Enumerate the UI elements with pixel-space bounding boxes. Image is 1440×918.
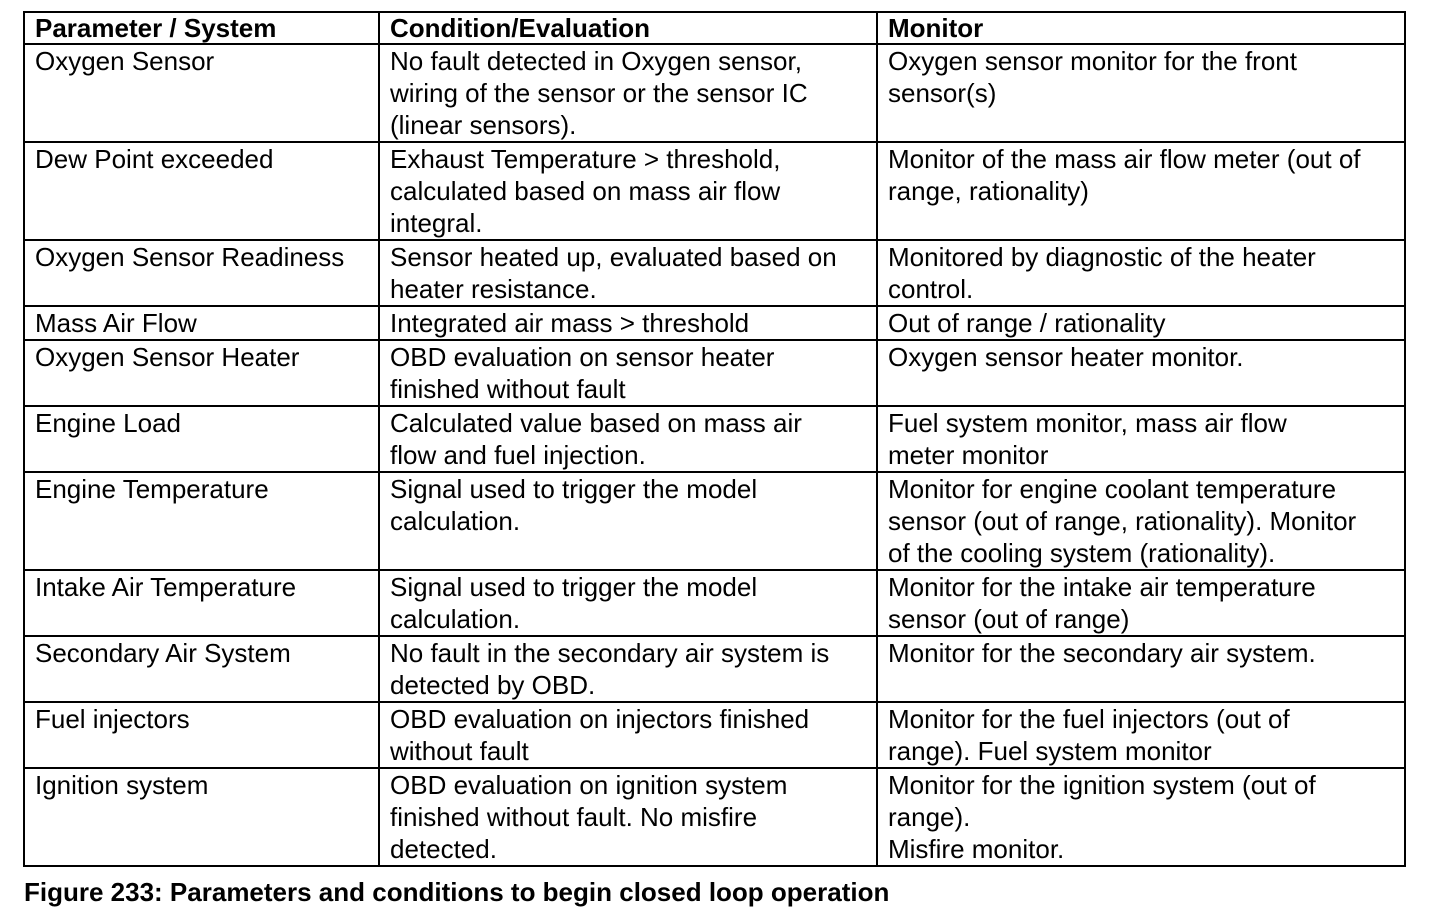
conditions-table — [23, 11, 1406, 867]
cell-parameter: Intake Air Temperature — [24, 570, 379, 636]
table-body — [24, 44, 1405, 866]
cell-parameter: Oxygen Sensor — [24, 44, 379, 142]
header-monitor: Monitor — [877, 12, 1405, 44]
cell-monitor: Monitored by diagnostic of the heater control. — [877, 240, 1405, 306]
cell-monitor: Oxygen sensor monitor for the front sensor(s) — [877, 44, 1405, 142]
cell-monitor: Monitor for engine coolant temperature sensor (out of range, rationality). Monitor of the cooling system (rationality). — [877, 472, 1405, 570]
cell-parameter: Secondary Air System — [24, 636, 379, 702]
header-parameter: Parameter / System — [24, 12, 379, 44]
header-condition: Condition/Evaluation — [379, 12, 877, 44]
cell-monitor: Out of range / rationality — [877, 306, 1405, 340]
cell-condition: OBD evaluation on ignition system finished without fault. No misfire detected. — [379, 768, 877, 866]
cell-monitor: Monitor for the ignition system (out of range). Misfire monitor. — [877, 768, 1405, 866]
cell-monitor: Monitor of the mass air flow meter (out of range, rationality) — [877, 142, 1405, 240]
cell-condition: Signal used to trigger the model calculation. — [379, 570, 877, 636]
cell-condition: OBD evaluation on injectors finished without fault — [379, 702, 877, 768]
figure-caption: Figure 233: Parameters and conditions to begin closed loop operation — [24, 877, 890, 907]
cell-parameter: Ignition system — [24, 768, 379, 866]
cell-parameter: Dew Point exceeded — [24, 142, 379, 240]
table-row — [24, 702, 1405, 768]
table-row — [24, 472, 1405, 570]
table-row — [24, 636, 1405, 702]
table-row — [24, 570, 1405, 636]
cell-parameter: Engine Temperature — [24, 472, 379, 570]
table-row — [24, 406, 1405, 472]
cell-parameter: Mass Air Flow — [24, 306, 379, 340]
cell-parameter: Fuel injectors — [24, 702, 379, 768]
cell-monitor: Monitor for the secondary air system. — [877, 636, 1405, 702]
cell-monitor: Monitor for the fuel injectors (out of range). Fuel system monitor — [877, 702, 1405, 768]
table-row — [24, 240, 1405, 306]
cell-monitor: Monitor for the intake air temperature sensor (out of range) — [877, 570, 1405, 636]
cell-condition: Exhaust Temperature > threshold, calculated based on mass air flow integral. — [379, 142, 877, 240]
cell-condition: No fault in the secondary air system is detected by OBD. — [379, 636, 877, 702]
cell-condition: OBD evaluation on sensor heater finished without fault — [379, 340, 877, 406]
table-row — [24, 768, 1405, 866]
cell-monitor: Fuel system monitor, mass air flow meter monitor — [877, 406, 1405, 472]
table-row — [24, 44, 1405, 142]
cell-condition: Integrated air mass > threshold — [379, 306, 877, 340]
table-row — [24, 142, 1405, 240]
cell-condition: Sensor heated up, evaluated based on heater resistance. — [379, 240, 877, 306]
cell-parameter: Oxygen Sensor Heater — [24, 340, 379, 406]
cell-condition: Signal used to trigger the model calculation. — [379, 472, 877, 570]
cell-parameter: Engine Load — [24, 406, 379, 472]
cell-condition: No fault detected in Oxygen sensor, wiring of the sensor or the sensor IC (linear sensors). — [379, 44, 877, 142]
table-row — [24, 306, 1405, 340]
cell-condition: Calculated value based on mass air flow and fuel injection. — [379, 406, 877, 472]
table-header-row — [24, 12, 1405, 44]
table-row — [24, 340, 1405, 406]
cell-monitor: Oxygen sensor heater monitor. — [877, 340, 1405, 406]
cell-parameter: Oxygen Sensor Readiness — [24, 240, 379, 306]
